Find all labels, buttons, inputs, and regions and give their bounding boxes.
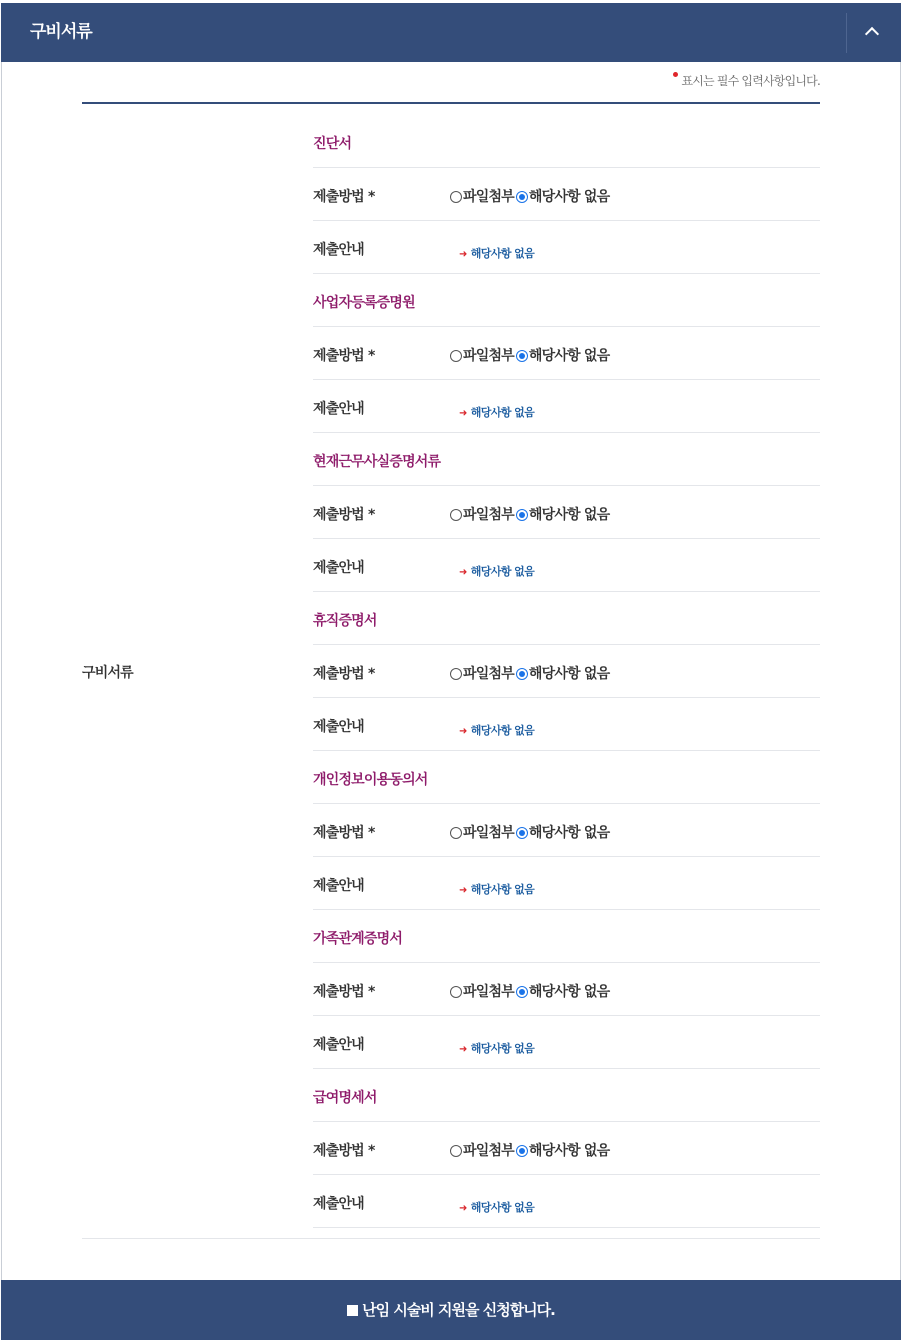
- submission-method-row: [313, 804, 820, 857]
- file-attach-radio-label[interactable]: 파일첨부: [463, 825, 514, 841]
- arrow-right-icon: ➜: [459, 567, 467, 578]
- submission-guide-value: 해당사항 없음: [470, 247, 535, 260]
- not-applicable-radio[interactable]: [516, 827, 528, 839]
- submission-method-radio-group: [450, 824, 609, 842]
- not-applicable-radio[interactable]: [516, 191, 528, 203]
- submission-guide-row: [313, 380, 820, 433]
- not-applicable-radio[interactable]: [516, 350, 528, 362]
- submission-guide-row: [313, 857, 820, 910]
- submission-guide-row: [313, 221, 820, 274]
- not-applicable-radio-label[interactable]: 해당사항 없음: [528, 984, 610, 1000]
- arrow-right-icon: ➜: [459, 408, 467, 419]
- submission-guide-value: 해당사항 없음: [470, 883, 535, 896]
- not-applicable-radio-label[interactable]: 해당사항 없음: [528, 189, 610, 205]
- arrow-right-icon: ➜: [459, 885, 467, 896]
- file-attach-radio-label[interactable]: 파일첨부: [463, 666, 514, 682]
- submission-method-radio-group: [450, 506, 609, 524]
- submission-method-label: 제출방법 *: [313, 1143, 375, 1159]
- submission-guide-row: [313, 1016, 820, 1069]
- document-title-row: [313, 592, 820, 645]
- submission-guide-text: [459, 1041, 534, 1058]
- section-header-title: 구비서류: [30, 22, 92, 42]
- square-bullet-icon: [347, 1305, 358, 1316]
- document-title: 가족관계증명서: [313, 931, 403, 947]
- document-list: [313, 115, 820, 1228]
- not-applicable-radio[interactable]: [516, 986, 528, 998]
- file-attach-radio-label[interactable]: 파일첨부: [463, 1143, 514, 1159]
- not-applicable-radio-label[interactable]: 해당사항 없음: [528, 1143, 610, 1159]
- not-applicable-radio[interactable]: [516, 1145, 528, 1157]
- submission-method-radio-group: [450, 665, 609, 683]
- section-row-label: 구비서류: [82, 665, 133, 681]
- document-title-row: [313, 751, 820, 804]
- document-title: 개인정보이용동의서: [313, 772, 428, 788]
- section-header: [1, 3, 901, 62]
- table-bottom-border: [82, 1238, 820, 1239]
- submission-method-row: [313, 645, 820, 698]
- submission-method-row: [313, 168, 820, 221]
- arrow-right-icon: ➜: [459, 1203, 467, 1214]
- not-applicable-radio-label[interactable]: 해당사항 없음: [528, 507, 610, 523]
- file-attach-radio-label[interactable]: 파일첨부: [463, 348, 514, 364]
- document-title-row: [313, 274, 820, 327]
- submission-guide-label: 제출안내: [313, 719, 364, 735]
- document-title-row: [313, 1069, 820, 1122]
- submission-guide-text: [459, 1200, 534, 1217]
- submission-guide-value: 해당사항 없음: [470, 1201, 535, 1214]
- submission-guide-row: [313, 1175, 820, 1228]
- file-attach-radio-label[interactable]: 파일첨부: [463, 189, 514, 205]
- table-top-border: [82, 102, 820, 104]
- required-note: 표시는 필수 입력사항입니다.: [681, 74, 820, 88]
- submission-guide-row: [313, 698, 820, 751]
- submission-guide-label: 제출안내: [313, 878, 364, 894]
- arrow-right-icon: ➜: [459, 1044, 467, 1055]
- submission-guide-text: [459, 246, 534, 263]
- submission-guide-row: [313, 539, 820, 592]
- file-attach-radio[interactable]: [450, 668, 462, 680]
- submission-guide-value: 해당사항 없음: [470, 565, 535, 578]
- file-attach-radio[interactable]: [450, 1145, 462, 1157]
- submission-guide-text: [459, 882, 534, 899]
- submission-guide-text: [459, 405, 534, 422]
- submission-guide-text: [459, 723, 534, 740]
- file-attach-radio[interactable]: [450, 191, 462, 203]
- submission-method-label: 제출방법 *: [313, 666, 375, 682]
- document-title: 사업자등록증명원: [313, 295, 415, 311]
- apply-button[interactable]: [1, 1280, 901, 1340]
- apply-button-label: 난임 시술비 지원을 신청합니다.: [362, 1301, 555, 1319]
- submission-method-label: 제출방법 *: [313, 348, 375, 364]
- submission-guide-label: 제출안내: [313, 242, 364, 258]
- document-title: 급여명세서: [313, 1090, 377, 1106]
- submission-guide-value: 해당사항 없음: [470, 1042, 535, 1055]
- not-applicable-radio-label[interactable]: 해당사항 없음: [528, 348, 610, 364]
- apply-button-text: [1, 1300, 901, 1320]
- file-attach-radio[interactable]: [450, 986, 462, 998]
- submission-method-row: [313, 1122, 820, 1175]
- required-marker-icon: [673, 72, 678, 77]
- submission-method-radio-group: [450, 188, 609, 206]
- submission-guide-label: 제출안내: [313, 1037, 364, 1053]
- submission-method-radio-group: [450, 1142, 609, 1160]
- file-attach-radio-label[interactable]: 파일첨부: [463, 984, 514, 1000]
- document-title-row: [313, 115, 820, 168]
- submission-guide-label: 제출안내: [313, 401, 364, 417]
- submission-method-radio-group: [450, 983, 609, 1001]
- submission-guide-label: 제출안내: [313, 1196, 364, 1212]
- file-attach-radio[interactable]: [450, 827, 462, 839]
- submission-method-label: 제출방법 *: [313, 189, 375, 205]
- submission-method-radio-group: [450, 347, 609, 365]
- submission-method-row: [313, 963, 820, 1016]
- arrow-right-icon: ➜: [459, 726, 467, 737]
- arrow-right-icon: ➜: [459, 249, 467, 260]
- chevron-up-icon: [865, 27, 879, 41]
- not-applicable-radio[interactable]: [516, 509, 528, 521]
- submission-method-label: 제출방법 *: [313, 825, 375, 841]
- document-title: 진단서: [313, 136, 352, 152]
- collapse-toggle-button[interactable]: [847, 3, 901, 62]
- file-attach-radio[interactable]: [450, 509, 462, 521]
- not-applicable-radio-label[interactable]: 해당사항 없음: [528, 666, 610, 682]
- document-title-row: [313, 433, 820, 486]
- document-title: 현재근무사실증명서류: [313, 454, 441, 470]
- submission-guide-label: 제출안내: [313, 560, 364, 576]
- submission-guide-value: 해당사항 없음: [470, 724, 535, 737]
- submission-method-row: [313, 327, 820, 380]
- submission-method-row: [313, 486, 820, 539]
- submission-guide-value: 해당사항 없음: [470, 406, 535, 419]
- document-title: 휴직증명서: [313, 613, 377, 629]
- submission-method-label: 제출방법 *: [313, 984, 375, 1000]
- not-applicable-radio[interactable]: [516, 668, 528, 680]
- document-title-row: [313, 910, 820, 963]
- submission-method-label: 제출방법 *: [313, 507, 375, 523]
- submission-guide-text: [459, 564, 534, 581]
- not-applicable-radio-label[interactable]: 해당사항 없음: [528, 825, 610, 841]
- file-attach-radio[interactable]: [450, 350, 462, 362]
- file-attach-radio-label[interactable]: 파일첨부: [463, 507, 514, 523]
